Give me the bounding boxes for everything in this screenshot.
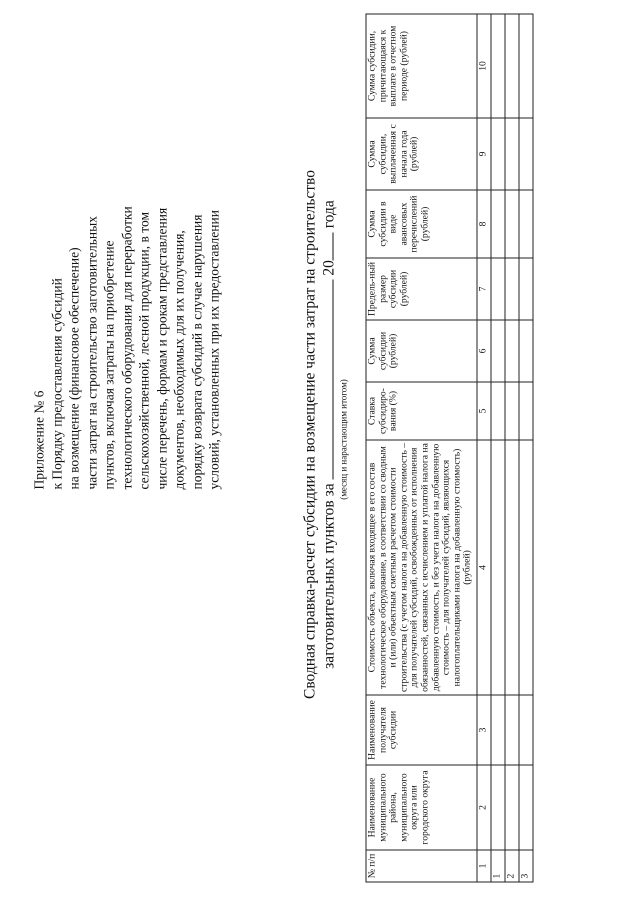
- table-cell: [519, 118, 533, 190]
- appendix-line: условий, установленных при их предоставлении: [206, 210, 222, 490]
- appendix-line: на возмещение (финансовое обеспечение): [66, 247, 82, 490]
- table-cell: [491, 765, 505, 850]
- table-cell: [505, 765, 519, 850]
- appendix-block: [31, 20, 224, 490]
- table-cell: [519, 382, 533, 440]
- header-cell: Сумма субсидии в виде авансовых перечислений (рублей): [366, 190, 477, 258]
- row-number-cell: 2: [505, 850, 519, 882]
- header-cell: Наименование получателя субсидии: [366, 695, 477, 765]
- year-blank: [333, 232, 334, 260]
- row-number-cell: 3: [519, 850, 533, 882]
- period-hint: (месяц и нарастающим итогом): [338, 379, 349, 500]
- table-cell: [505, 190, 519, 258]
- table-row: [505, 14, 519, 882]
- table-cell: [491, 190, 505, 258]
- appendix-line: числе перечень, формам и срокам представления: [154, 207, 169, 490]
- column-number-cell: 10: [477, 14, 491, 118]
- table-cell: [519, 14, 533, 118]
- column-number-cell: 6: [477, 320, 491, 382]
- column-number-cell: 1: [477, 850, 491, 882]
- table-row: [491, 14, 505, 882]
- table-cell: [491, 118, 505, 190]
- appendix-line: к Порядку предоставления субсидий: [49, 278, 64, 490]
- header-cell: Предель-ный размер субсидии (рублей): [366, 258, 477, 320]
- header-cell: Наименование муниципального района, муниципального округа или городского округа: [366, 765, 477, 850]
- table-cell: [519, 765, 533, 850]
- appendix-line: порядку возврата субсидий в случае нарушения: [189, 214, 204, 490]
- header-row: [366, 14, 477, 882]
- table-cell: [491, 320, 505, 382]
- header-cell: № п/п: [366, 850, 477, 882]
- report-table: [366, 14, 534, 883]
- appendix-line: части затрат на строительство заготовительных: [84, 216, 99, 490]
- column-number-cell: 2: [477, 765, 491, 850]
- table-cell: [519, 695, 533, 765]
- appendix-line: Приложение № 6: [31, 390, 47, 490]
- column-number-cell: 7: [477, 258, 491, 320]
- year-prefix: 20: [320, 260, 338, 276]
- table-cell: [505, 258, 519, 320]
- appendix-line: пунктов, включая затраты на приобретение: [101, 240, 117, 490]
- column-number-cell: 4: [477, 440, 491, 695]
- table-row: [519, 14, 533, 882]
- table-cell: [519, 320, 533, 382]
- header-cell: Сумма субсидии (рублей): [366, 320, 477, 382]
- column-number-cell: 9: [477, 118, 491, 190]
- table-cell: [491, 382, 505, 440]
- header-cell: Сумма субсидии, выплаченная с начала года (рублей): [366, 118, 477, 190]
- table-cell: [491, 695, 505, 765]
- row-number-cell: 1: [491, 850, 505, 882]
- title-prefix: заготовительных пунктов за: [320, 483, 338, 669]
- table-cell: [505, 440, 519, 695]
- column-number-cell: 3: [477, 695, 491, 765]
- column-number-cell: 5: [477, 382, 491, 440]
- table-cell: [519, 258, 533, 320]
- table-cell: [519, 440, 533, 695]
- appendix-line: документов, необходимых для их получения,: [171, 230, 187, 490]
- title-line-2: [320, 35, 339, 835]
- year-suffix: года: [320, 200, 338, 229]
- table-cell: [491, 440, 505, 695]
- table-cell: [519, 190, 533, 258]
- document-page: [11, 10, 631, 895]
- title-line-1: Сводная справка-расчет субсидии на возмещение части затрат на строительство: [301, 170, 319, 699]
- appendix-line: сельскохозяйственной, лесной продукции, в том: [136, 211, 152, 490]
- period-blank: [333, 280, 334, 480]
- column-number-row: [477, 14, 491, 882]
- table-cell: [491, 14, 505, 118]
- table-cell: [505, 382, 519, 440]
- header-cell: Ставка субсидиро-вания (%): [366, 382, 477, 440]
- table-cell: [505, 695, 519, 765]
- appendix-line: технологического оборудования для переработки: [119, 206, 134, 490]
- table-cell: [505, 118, 519, 190]
- table-cell: [491, 258, 505, 320]
- header-cell: Стоимость объекта, включая входящее в его состав технологическое оборудование, в соответствии со сводным и (или) объектным сметным расчетом стоимости строительства (с учетом налога на добавленную стоимость – для получателей субсидий, освобожденных от исполнения обязанностей, связанных с исчислением и уплатой налога на добавленную стоимость, и без учета налога на добавленную стоимость – для получателей субсидий, являющихся налогоплательщиками налога на добавленную стоимость) (рублей): [366, 440, 477, 695]
- column-number-cell: 8: [477, 190, 491, 258]
- table-cell: [505, 320, 519, 382]
- report-title: [301, 35, 349, 835]
- table-cell: [505, 14, 519, 118]
- header-cell: Сумма субсидии, причитающаяся к выплате в отчетном периоде (рублей): [366, 14, 477, 118]
